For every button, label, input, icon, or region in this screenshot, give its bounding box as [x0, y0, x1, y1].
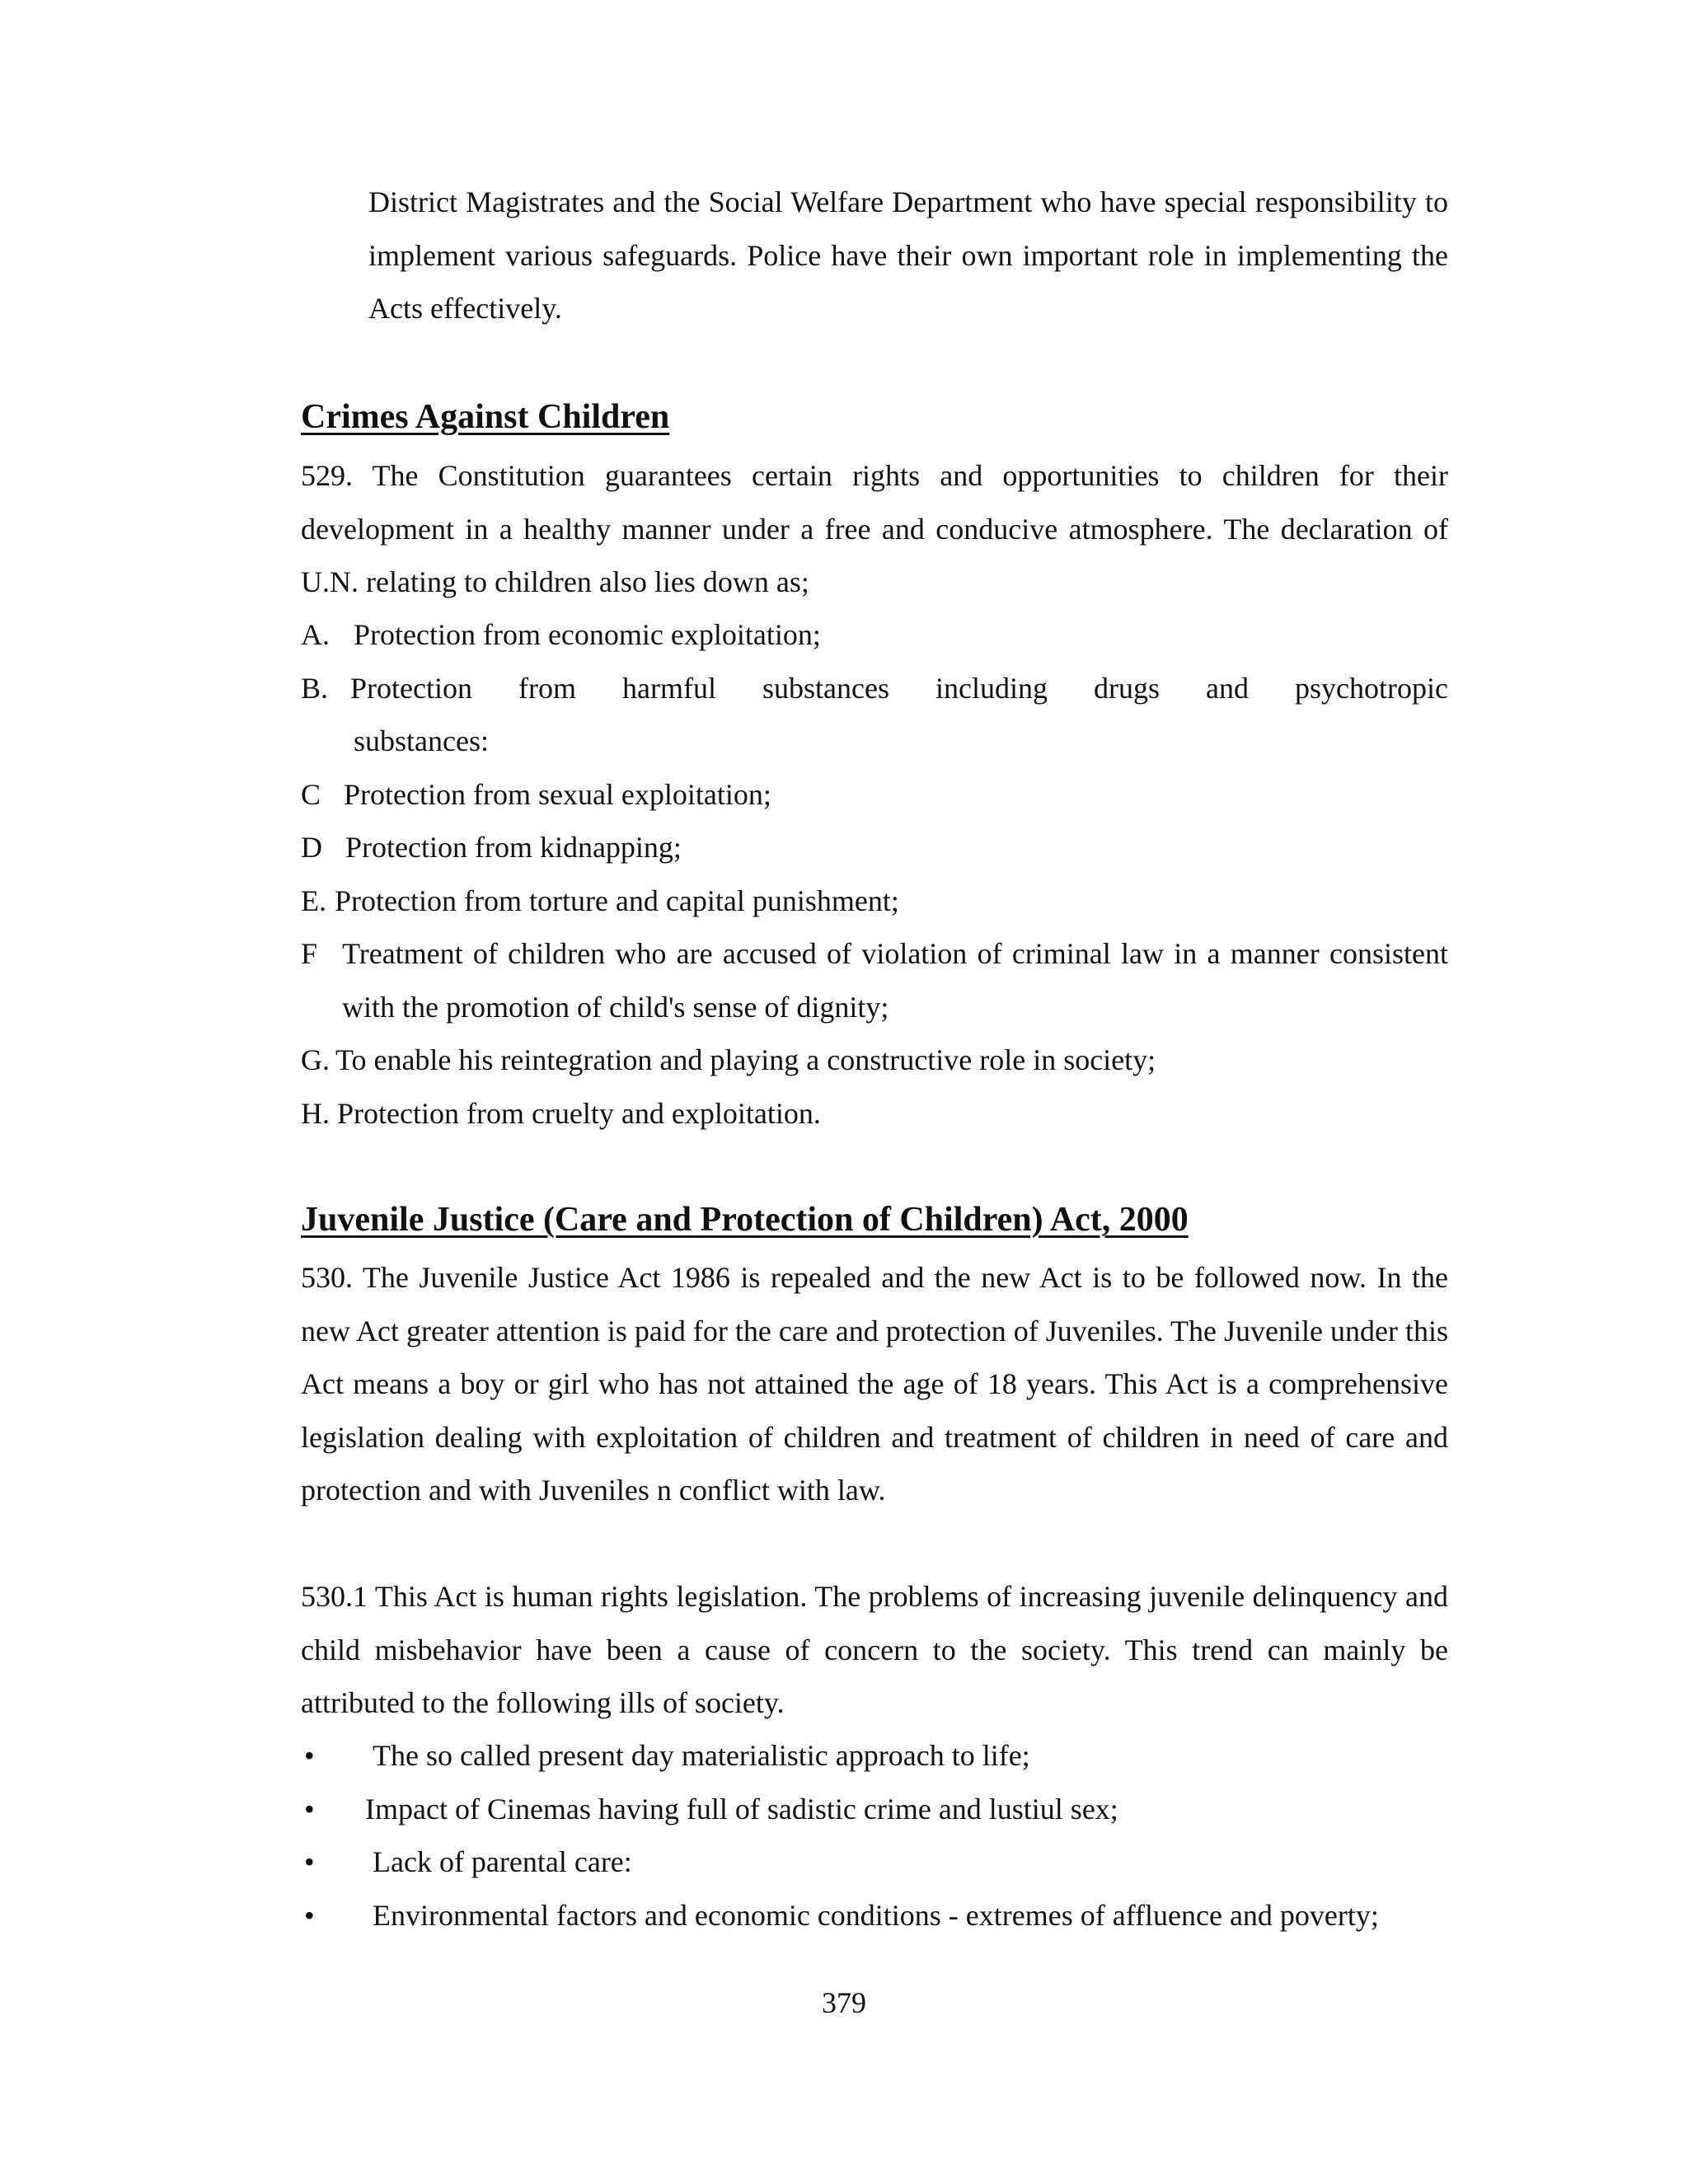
list-marker: G.: [301, 1043, 330, 1076]
bullet-icon: •: [304, 1792, 315, 1825]
list-item: [301, 608, 1448, 662]
list-item: [301, 1783, 1448, 1836]
list-item: [301, 662, 1448, 768]
list-item-continuation: with the promotion of child's sense of dignity;: [342, 990, 889, 1024]
list-item: [301, 1889, 1448, 1943]
list-marker: H.: [301, 1096, 330, 1130]
rights-list: [301, 608, 1448, 1140]
list-marker: C: [301, 777, 321, 811]
section-heading-crimes-against-children: Crimes Against Children: [301, 398, 670, 436]
list-item-text: Lack of parental care:: [373, 1845, 632, 1878]
list-marker: D: [301, 831, 322, 864]
list-item: [301, 1033, 1448, 1087]
list-item-text: Protection from kidnapping;: [345, 831, 682, 864]
bullet-icon: •: [304, 1845, 315, 1878]
list-item-text: Impact of Cinemas having full of sadistic crime and lustiul sex;: [365, 1792, 1118, 1825]
list-item-text: Treatment of children who are accused of violation of criminal law in a manner consistent: [342, 937, 1448, 970]
list-item-text: Protection from economic exploitation;: [354, 618, 821, 651]
list-item: [301, 1087, 1448, 1141]
list-item: [301, 821, 1448, 874]
list-item-text: Protection from sexual exploitation;: [344, 777, 771, 811]
list-item-text: Environmental factors and economic conditions - extremes of affluence and poverty;: [373, 1898, 1379, 1932]
list-marker: E.: [301, 883, 326, 917]
list-item: [301, 927, 1448, 1033]
page-number: 379: [822, 1986, 866, 2019]
list-item-text: Protection from cruelty and exploitation.: [337, 1096, 821, 1130]
paragraph-530-1: 530.1 This Act is human rights legislation. The problems of increasing juvenile delinquency and child misbehavior have been a cause of concern to the society. This trend can mainly be attributed to the following ills of society.: [301, 1580, 1448, 1719]
paragraph-529: 529. The Constitution guarantees certain rights and opportunities to children for their development in a healthy manner under a free and conducive atmosphere. The declaration of U.N. relating to children also lies down as;: [301, 459, 1448, 598]
bullet-icon: •: [304, 1739, 315, 1772]
list-item: [301, 1835, 1448, 1889]
paragraph-530: 530. The Juvenile Justice Act 1986 is repealed and the new Act is to be followed now. In the new Act greater attention is paid for the care and protection of Juveniles. The Juvenile under this Act means a boy or girl who has not attained the age of 18 years. This Act is a comprehensive legislation dealing with exploitation of children and treatment of children in need of care and protection and with Juveniles n conflict with law.: [301, 1261, 1448, 1507]
list-item: [301, 768, 1448, 822]
list-item-continuation: substances:: [354, 724, 489, 757]
list-marker: A.: [301, 618, 330, 651]
section-heading-juvenile-justice-act: Juvenile Justice (Care and Protection of Children) Act, 2000: [301, 1201, 1189, 1239]
bullet-icon: •: [304, 1898, 315, 1932]
list-item-text: To enable his reintegration and playing a constructive role in society;: [335, 1043, 1156, 1076]
intro-paragraph: District Magistrates and the Social Welfare Department who have special responsibility to implement various safeguards. Police have their own important role in implementing the Acts effectively.: [368, 185, 1448, 325]
list-item-text: Protection from torture and capital punishment;: [335, 883, 899, 917]
list-marker: F: [301, 937, 318, 970]
list-item-text: The so called present day materialistic approach to life;: [373, 1739, 1030, 1772]
list-marker: B.: [301, 671, 329, 705]
list-item: [301, 874, 1448, 928]
list-item: [301, 1729, 1448, 1783]
ills-of-society-list: [301, 1729, 1448, 1942]
list-item-text: Protection from harmful substances including drugs and psychotropic: [350, 671, 1448, 705]
